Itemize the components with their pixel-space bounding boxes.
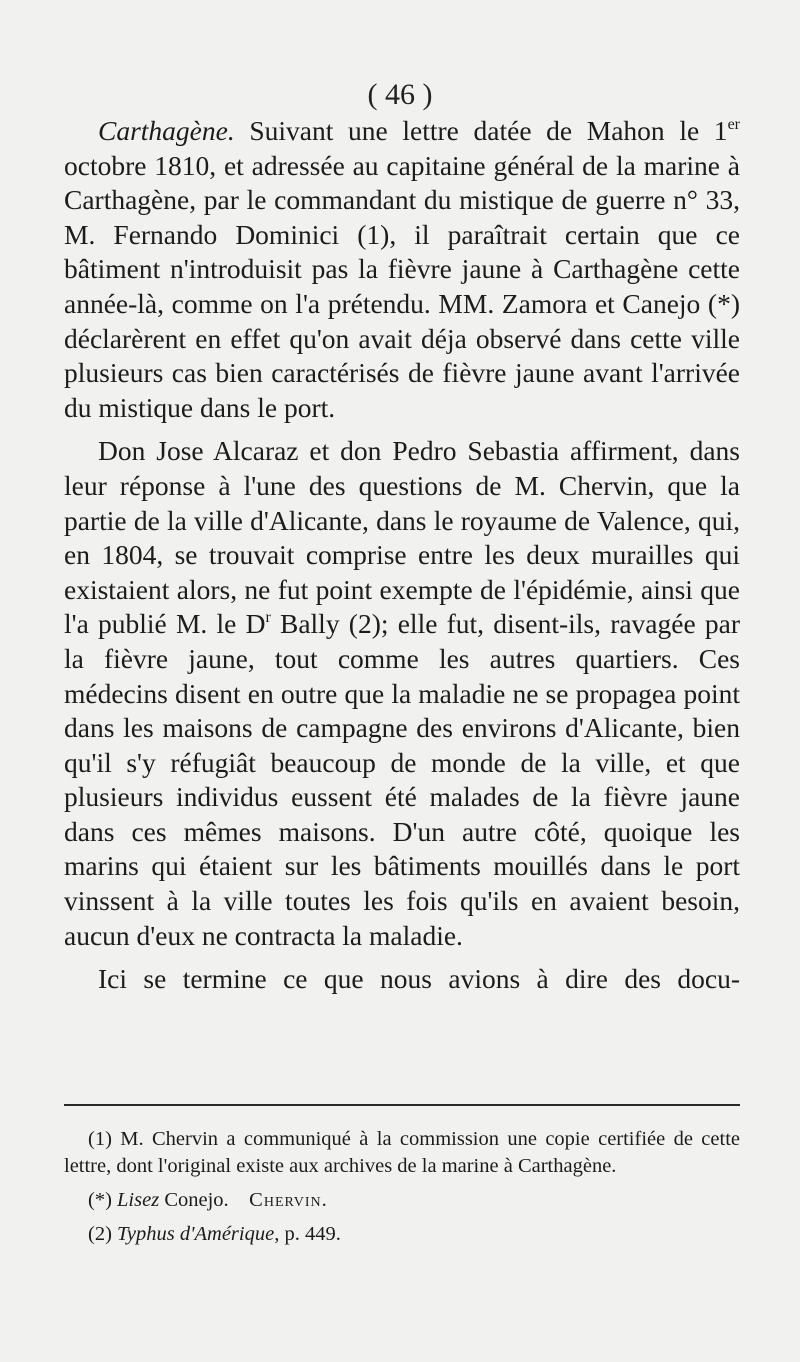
paragraph-text: Suivant une lettre datée de Mahon le 1 [234, 115, 728, 146]
paragraph-text: octobre 1810, et adressée au capitaine général de la marine à Carthagène, par le commandant du mistique de guerre n° 33, M. Fernando Dominici (1), il paraîtrait certain que ce bâtiment n'introduisit pas la fièvre jaune à Carthagène cette année-là, comme on l'a prétendu. MM. Zamora et Canejo (*) déclarèrent en effet qu'on avait déja observé dans cette ville plusieurs cas bien caractérisés de fièvre jaune avant l'arrivée du mistique dans le port. [64, 149, 740, 423]
paragraph-conclusion: Ici se termine ce que nous avions à dire des docu- [98, 963, 740, 995]
footnote-italic: Lisez [117, 1189, 160, 1211]
place-heading: Carthagène. [98, 115, 235, 146]
footnote-marker: (2) [88, 1223, 112, 1245]
footnote-1: (1) M. Chervin a communiqué à la commission une copie certifiée de cette lettre, dont l'original existe aux archives de la marine à Carthagène. [64, 1128, 740, 1177]
footnote-2 [64, 1221, 740, 1248]
main-text [64, 114, 740, 997]
footnote-star [64, 1187, 740, 1214]
paragraph-text: Don Jose Alcaraz et don Pedro Sebastia affirment, dans leur réponse à l'une des questions de M. Chervin, que la partie de la ville d'Alicante, dans le royaume de Valence, qui, en 1804, se trouvait comprise entre les deux murailles qui existaient alors, ne fut point exempte de l'épidémie, ainsi que l'a publié M. le D [64, 435, 740, 640]
paragraph-text: Bally (2); elle fut, disent-ils, ravagée par la fièvre jaune, tout comme les autres quartiers. Ces médecins disent en outre que la maladie ne se propagea point dans les maisons de campagne des environs d'Alicante, bien qu'il s'y réfugiât beaucoup de monde de la ville, et que plusieurs individus eussent été malades de la fièvre jaune dans ces mêmes maisons. D'un autre côté, quoique les marins qui étaient sur les bâtiments mouillés dans le port vinssent à la ville toutes les fois qu'ils en avaient besoin, aucun d'eux ne contracta la maladie. [64, 608, 741, 951]
superscript: er [727, 116, 740, 133]
footnote-text: Conejo. [159, 1189, 229, 1211]
footnotes [64, 1126, 740, 1255]
footnote-divider [64, 1104, 740, 1106]
footnote-marker: (*) [88, 1189, 112, 1211]
page-number: ( 46 ) [367, 78, 433, 111]
superscript: r [265, 609, 271, 627]
paragraph-alicante [64, 434, 740, 953]
paragraph-carthagene [64, 114, 740, 425]
footnote-signature: Chervin. [249, 1189, 328, 1211]
footnote-italic: Typhus d'Amérique [117, 1223, 275, 1245]
footnote-text: , p. 449. [274, 1223, 341, 1245]
